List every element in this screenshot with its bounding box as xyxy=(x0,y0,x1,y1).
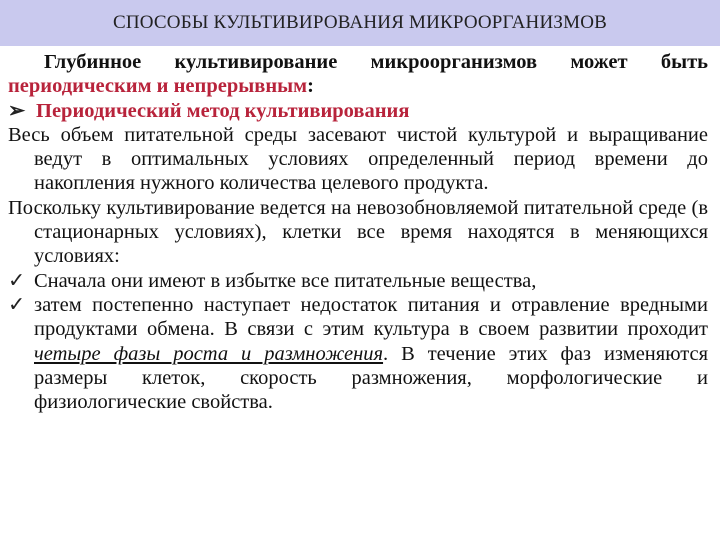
check-item-2 xyxy=(8,293,708,414)
intro-highlight: периодическим и непрерывным xyxy=(8,75,308,98)
check-item-2-part2: . В течение этих фаз изменяются размеры клеток, скорость размножения, морфологические и физиологические свойства. xyxy=(34,342,708,414)
check-item-1 xyxy=(8,269,708,293)
slide-body xyxy=(8,50,708,414)
intro-text: Глубинное культивирование микроорганизмов может быть xyxy=(44,51,708,73)
check-item-2-text xyxy=(34,293,708,414)
checkmark-icon: ✓ xyxy=(8,269,26,292)
page-title: СПОСОБЫ КУЛЬТИВИРОВАНИЯ МИКРООРГАНИЗМОВ xyxy=(112,12,608,33)
check-item-1-text: Сначала они имеют в избытке все питательные вещества, xyxy=(34,269,537,292)
paragraph-2: Поскольку культивирование ведется на невозобновляемой питательной среде (в стационарных условиях), клетки все время находятся в меняющихся условиях: xyxy=(8,196,708,268)
intro-paragraph xyxy=(8,50,708,99)
title-bar xyxy=(0,0,720,46)
section-heading-text: Периодический метод культивирования xyxy=(36,99,410,122)
paragraph-1: Весь объем питательной среды засевают чистой культурой и выращивание ведут в оптимальных условиях определенный период времени до накопления нужного количества целевого продукта. xyxy=(8,123,708,195)
intro-colon: : xyxy=(307,75,314,98)
underlined-phrase: четыре фазы роста и размножения xyxy=(34,342,384,365)
section-heading xyxy=(8,99,708,123)
check-item-2-part1: затем постепенно наступает недостаток питания и отравление вредными продуктами обмена. В связи с этим культура в своем развитии проходит xyxy=(34,293,708,341)
checkmark-icon: ✓ xyxy=(8,293,26,316)
arrow-bullet-icon: ➢ xyxy=(8,99,26,122)
